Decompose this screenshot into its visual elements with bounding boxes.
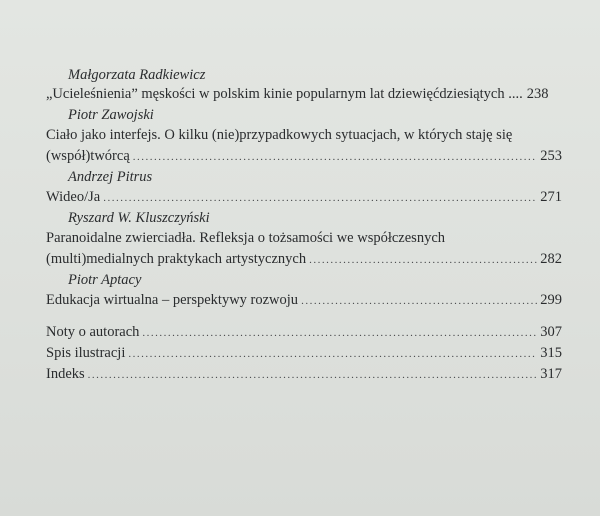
back-matter-line <box>46 365 562 386</box>
dot-leader <box>88 366 538 384</box>
toc-line-page: 282 <box>540 251 562 267</box>
toc-line <box>46 85 562 106</box>
toc-line-page: 253 <box>540 148 562 164</box>
entry-author: Małgorzata Radkiewicz <box>68 67 206 83</box>
toc-line <box>46 147 562 168</box>
dot-leader <box>301 292 537 310</box>
dot-leader <box>133 148 537 166</box>
entry-author: Piotr Aptacy <box>68 272 142 288</box>
toc-line-title: Ciało jako interfejs. O kilku (nie)przypadkowych sytuacjach, w których staję się <box>46 127 513 143</box>
dot-leader <box>103 189 537 207</box>
toc-line-title: Paranoidalne zwierciadła. Refleksja o tożsamości we współczesnych <box>46 230 446 246</box>
back-matter-title: Spis ilustracji <box>46 345 126 361</box>
entry-author: Piotr Zawojski <box>68 107 154 123</box>
toc-line-title: Wideo/Ja <box>46 189 101 205</box>
toc-line-title: „Ucieleśnienia” męskości w polskim kinie popularnym lat dziewięćdziesiątych .... <box>46 86 523 102</box>
table-of-contents <box>46 66 562 386</box>
toc-line <box>46 250 562 271</box>
dot-leader <box>142 324 537 342</box>
back-matter-page: 317 <box>540 366 562 382</box>
back-matter-title: Indeks <box>46 366 85 382</box>
back-matter-page: 315 <box>540 345 562 361</box>
section-gap <box>46 312 562 323</box>
toc-line-page: 238 <box>526 86 549 102</box>
dot-leader <box>128 345 537 363</box>
back-matter-line <box>46 323 562 344</box>
dot-leader <box>309 251 537 269</box>
back-matter-page: 307 <box>540 324 562 340</box>
back-matter-title: Noty o autorach <box>46 324 140 340</box>
toc-line-page: 271 <box>540 189 562 205</box>
back-matter-line <box>46 344 562 365</box>
entry-author: Andrzej Pitrus <box>68 169 153 185</box>
toc-line <box>46 291 562 312</box>
toc-line <box>46 188 562 209</box>
toc-line-title: (współ)twórcą <box>46 148 130 164</box>
entry-author: Ryszard W. Kluszczyński <box>68 210 210 226</box>
toc-line-title: Edukacja wirtualna – perspektywy rozwoju <box>46 292 299 308</box>
toc-line-title: (multi)medialnych praktykach artystycznych <box>46 251 307 267</box>
toc-line-page: 299 <box>540 292 562 308</box>
